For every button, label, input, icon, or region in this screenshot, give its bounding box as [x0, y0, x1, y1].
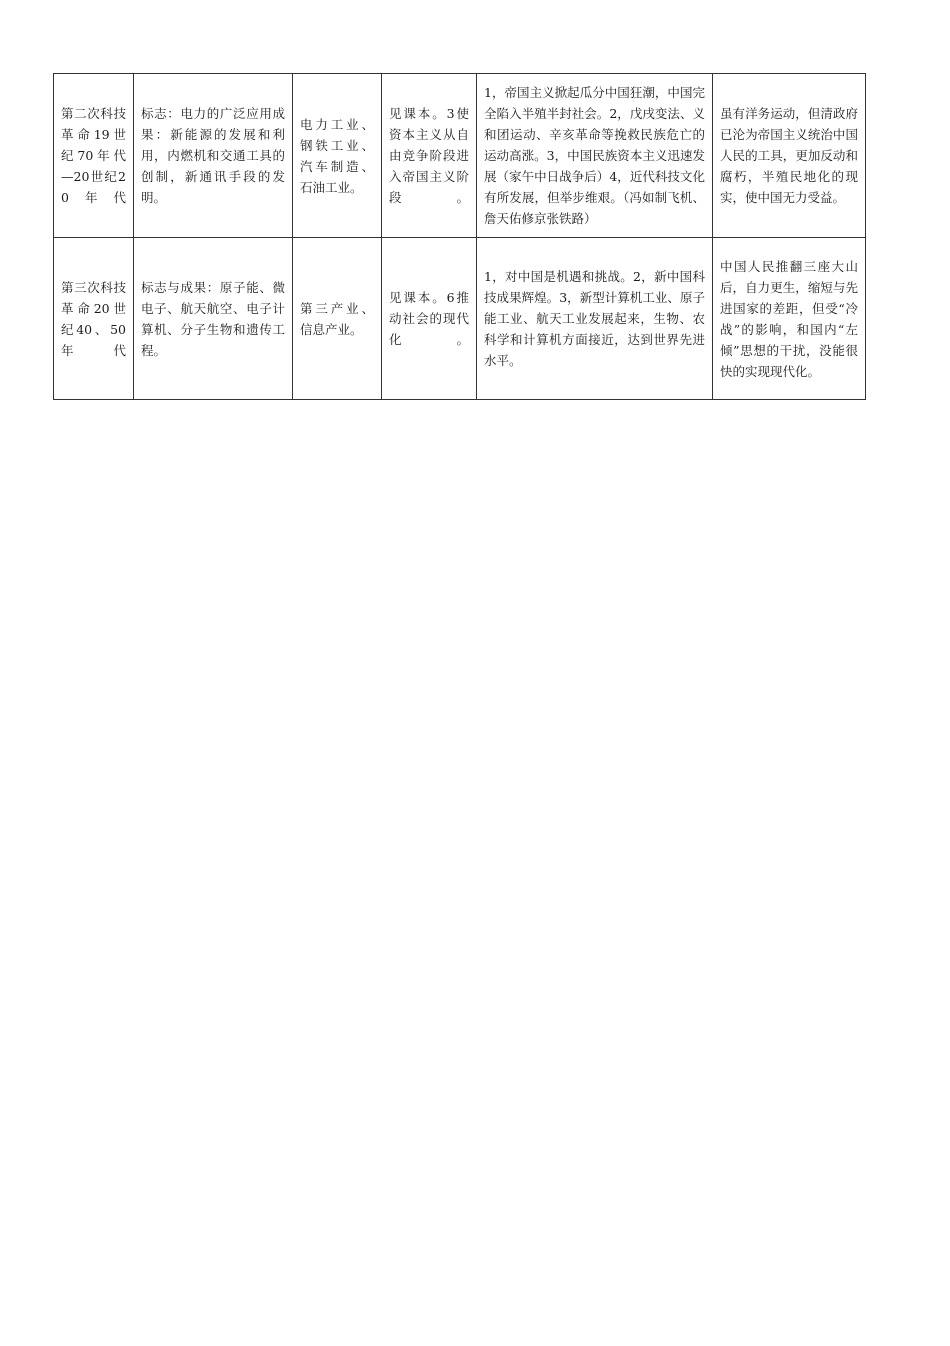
tech-revolution-table: [53, 73, 866, 400]
revolution-cell: 第二次科技革命19世纪70年代—20世纪20年代: [54, 74, 134, 238]
reason-cell: 中国人民推翻三座大山后，自力更生，缩短与先进国家的差距，但受“冷战”的影响，和国内“左倾”思想的干扰，没能很快的实现现代化。: [713, 238, 866, 400]
marks-results-cell: 标志与成果：原子能、微电子、航天航空、电子计算机、分子生物和遗传工程。: [134, 238, 293, 400]
china-impact-cell: 1，对中国是机遇和挑战。2，新中国科技成果辉煌。3，新型计算机工业、原子能工业、航天工业发展起来，生物、农科学和计算机方面接近，达到世界先进水平。: [477, 238, 713, 400]
table-row: [54, 238, 866, 400]
world-impact-cell: 见课本。3使资本主义从自由竞争阶段进入帝国主义阶段。: [382, 74, 477, 238]
marks-results-cell: 标志：电力的广泛应用成果：新能源的发展和利用，内燃机和交通工具的创制，新通讯手段的发明。: [134, 74, 293, 238]
world-impact-cell: 见课本。6推动社会的现代化。: [382, 238, 477, 400]
china-impact-cell: 1，帝国主义掀起瓜分中国狂潮，中国完全陷入半殖半封社会。2，戊戌变法、义和团运动、辛亥革命等挽救民族危亡的运动高涨。3，中国民族资本主义迅速发展（家午中日战争后）4，近代科技文化有所发展，但举步维艰。（冯如制飞机、詹天佑修京张铁路）: [477, 74, 713, 238]
table-row: [54, 74, 866, 238]
reason-cell: 虽有洋务运动，但清政府已沦为帝国主义统治中国人民的工具，更加反动和腐朽，半殖民地化的现实，使中国无力受益。: [713, 74, 866, 238]
revolution-cell: 第三次科技革命20世纪40、50年代: [54, 238, 134, 400]
industries-cell: 电力工业、钢铁工业、汽车制造、石油工业。: [293, 74, 382, 238]
industries-cell: 第三产业、信息产业。: [293, 238, 382, 400]
